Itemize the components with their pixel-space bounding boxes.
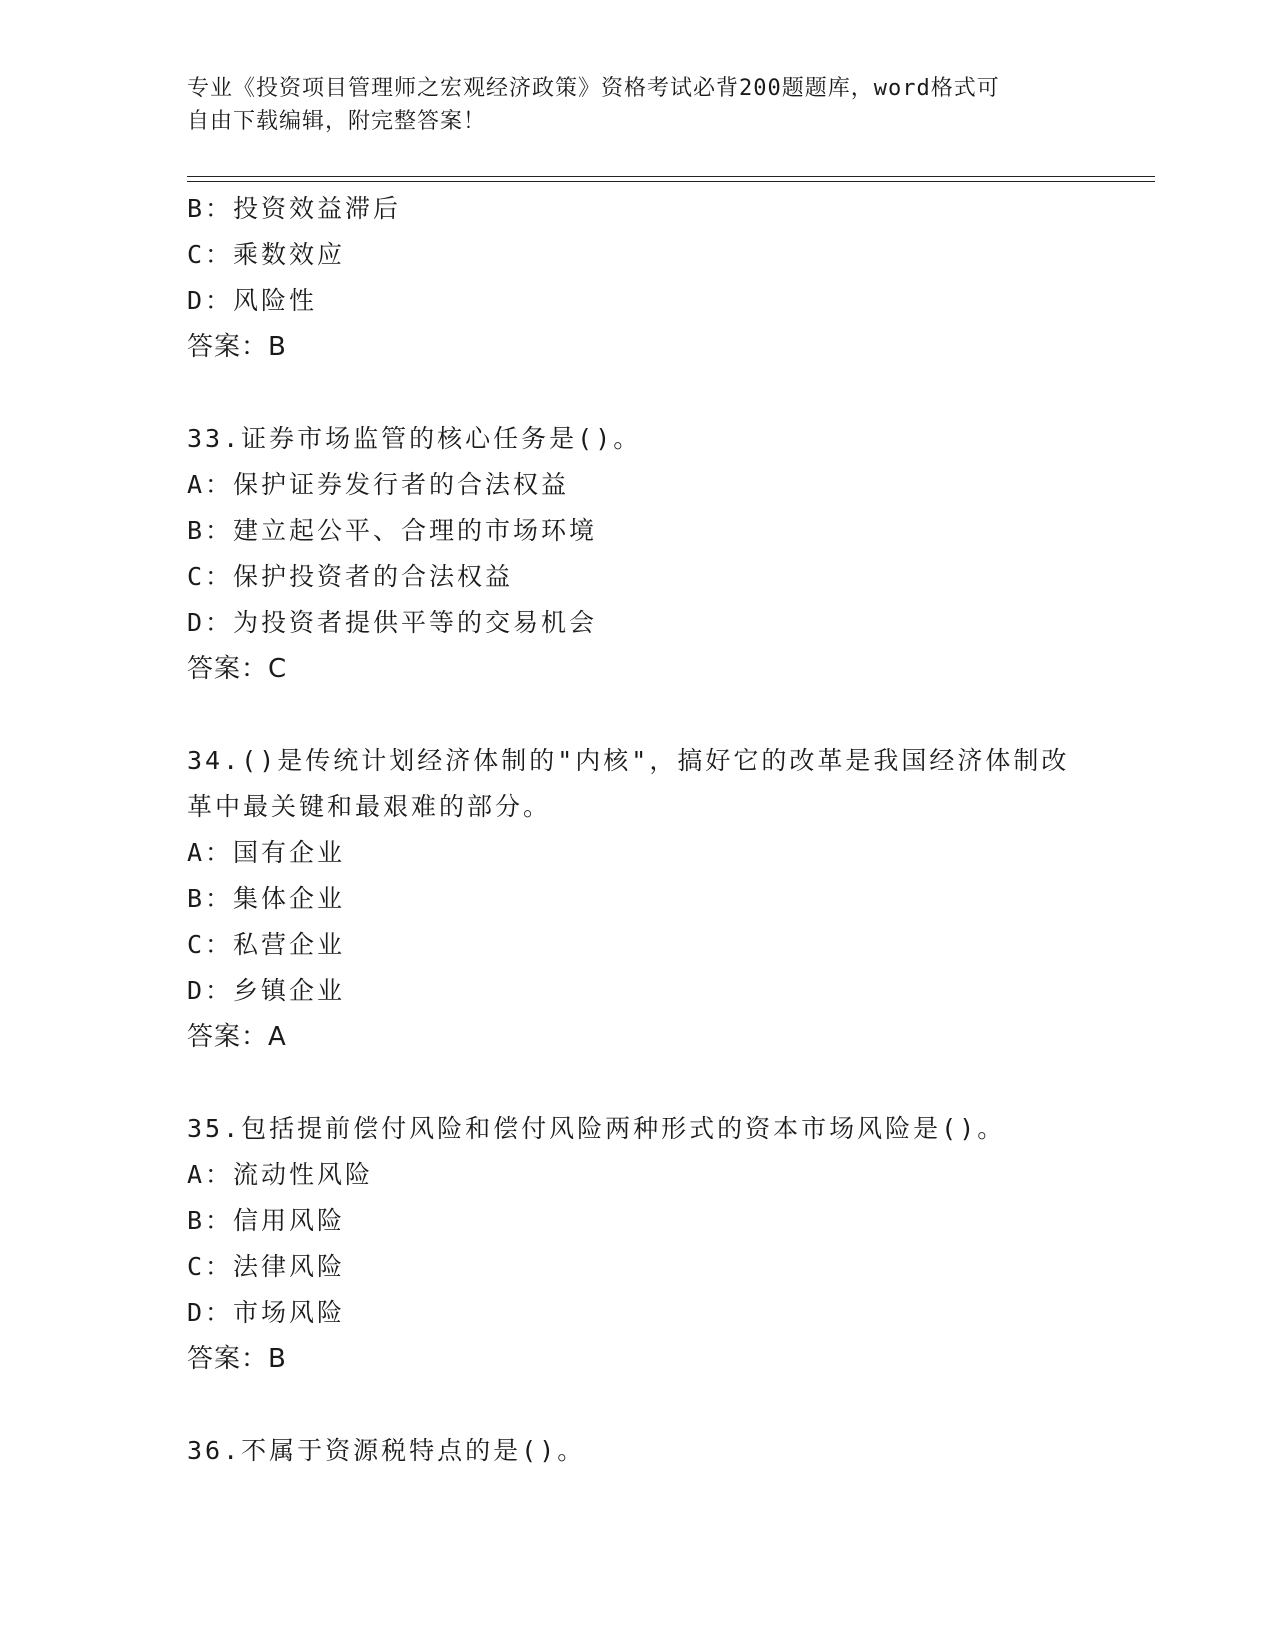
question-36 xyxy=(187,1428,1087,1474)
question-list xyxy=(187,186,1087,1474)
spacer xyxy=(187,692,1087,738)
option-d: D：市场风险 xyxy=(187,1298,346,1327)
header-line-2: 自由下载编辑，附完整答案！ xyxy=(187,109,487,134)
question-33 xyxy=(187,416,1087,692)
option-a: A：保护证券发行者的合法权益 xyxy=(187,470,570,499)
question-stem: 35.包括提前偿付风险和偿付风险两种形式的资本市场风险是()。 xyxy=(187,1114,1006,1143)
answer-line: 答案：B xyxy=(187,1344,287,1374)
header-rule-top xyxy=(187,176,1155,177)
question-35 xyxy=(187,1106,1087,1382)
question-32-continuation xyxy=(187,186,1087,370)
answer-line: 答案：C xyxy=(187,654,288,684)
option-c: C：乘数效应 xyxy=(187,240,346,269)
option-c: C：私营企业 xyxy=(187,930,346,959)
spacer xyxy=(187,1382,1087,1428)
header-line-1: 专业《投资项目管理师之宏观经济政策》资格考试必背200题题库，word格式可 xyxy=(187,76,1000,101)
spacer xyxy=(187,1060,1087,1106)
option-c: C：保护投资者的合法权益 xyxy=(187,562,514,591)
answer-line: 答案：A xyxy=(187,1022,287,1052)
question-34 xyxy=(187,738,1087,1060)
option-d: D：为投资者提供平等的交易机会 xyxy=(187,608,598,637)
spacer xyxy=(187,370,1087,416)
option-a: A：流动性风险 xyxy=(187,1160,374,1189)
question-stem-continued: 革中最关键和最艰难的部分。 xyxy=(187,792,552,821)
question-stem: 34.()是传统计划经济体制的"内核"，搞好它的改革是我国经济体制改 xyxy=(187,746,1070,775)
option-b: B：信用风险 xyxy=(187,1206,346,1235)
option-a: A：国有企业 xyxy=(187,838,346,867)
option-b: B：建立起公平、合理的市场环境 xyxy=(187,516,598,545)
header-rule-bottom xyxy=(187,181,1155,182)
question-stem: 36.不属于资源税特点的是()。 xyxy=(187,1436,586,1465)
option-d: D：乡镇企业 xyxy=(187,976,346,1005)
option-b: B：投资效益滞后 xyxy=(187,194,402,223)
document-header xyxy=(187,72,1087,138)
option-c: C：法律风险 xyxy=(187,1252,346,1281)
answer-line: 答案：B xyxy=(187,332,287,362)
option-b: B：集体企业 xyxy=(187,884,346,913)
option-d: D：风险性 xyxy=(187,286,318,315)
question-stem: 33.证券市场监管的核心任务是()。 xyxy=(187,424,642,453)
